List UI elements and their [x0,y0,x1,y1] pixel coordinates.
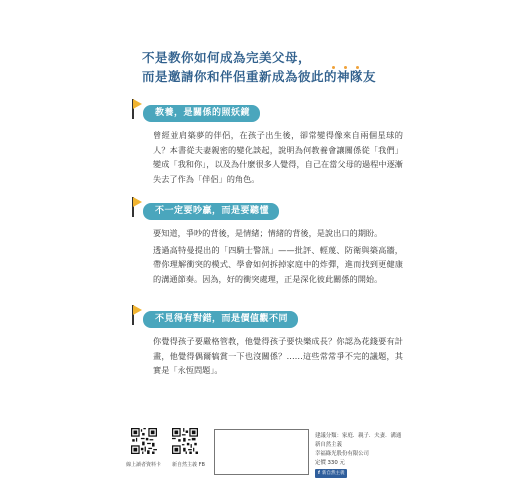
headline [142,48,412,86]
barcode-box [214,429,309,475]
section-2 [143,198,403,286]
qr-code-icon [131,428,157,454]
section-paragraph: 你覺得孩子要嚴格管教，他覺得孩子要快樂成長？你認為花錢要有計畫，他覺得偶爾犒賞一下也沒關係？……這些常常爭不完的議題，其實是「永恆問題」。 [153,336,403,376]
qr-code-icon [172,428,198,454]
publisher-info [315,432,425,478]
headline-line-1: 不是教你如何成為完美父母， [142,50,312,65]
footer [100,425,422,485]
qr-code-fb[interactable] [172,428,198,454]
headline-line-2: 而是邀請你和伴侶重新成為彼此的神隊友 [142,69,377,84]
section-paragraph: 透過高特曼提出的「四騎士警訊」——批評、輕蔑、防衛與築高牆，帶你理解衝突的模式、學會如何拆掉家庭中的炸彈，進而找到更健康的溝通節奏。因為，好的衝突處理，正是深化彼此關係的開始。 [153,244,403,284]
flag-icon [131,197,143,217]
flag-icon [131,305,143,325]
section-tag-label: 教養，是關係的照妖鏡 [155,108,251,118]
section-1 [143,100,403,186]
section-tag [143,311,298,328]
book-back-cover [100,0,422,500]
section-tag-label: 不一定要吵贏，而是要聽懂 [155,206,270,216]
publisher-name: 新自然主義 [315,442,342,448]
facebook-icon: f [318,471,320,476]
classification: 建議分類：家庭．親子．夫妻．溝通 [315,433,402,439]
section-tag [143,203,279,220]
facebook-badge-label: 新自然主義 [321,471,345,476]
qr-label-fb: 新自然主義 FB [172,462,205,468]
facebook-badge[interactable] [315,469,347,478]
qr-code-reader-card[interactable] [131,428,157,454]
price: 定價 330 元 [315,460,345,466]
qr-label-reader-card: 線上讀者資料卡 [126,462,162,468]
section-paragraph: 要知道，爭吵的背後，是情緒；情緒的背後，是說出口的期盼。 [153,228,383,238]
flag-icon [131,99,143,119]
section-tag [143,105,260,122]
section-tag-label: 不見得有對錯，而是價值觀不同 [155,314,289,324]
section-paragraph: 曾經並肩築夢的伴侶，在孩子出生後，卻常變得像來自兩個星球的人？本書從夫妻親密的變化談起，說明為何教養會讓關係從「我們」變成「我和你」，以及為什麼很多人覺得，自己在當父母的過程中逐漸失去了作為「伴侶」的角色。 [153,130,403,184]
company-name: 幸福綠光股份有限公司 [315,451,369,457]
section-3 [143,306,403,378]
